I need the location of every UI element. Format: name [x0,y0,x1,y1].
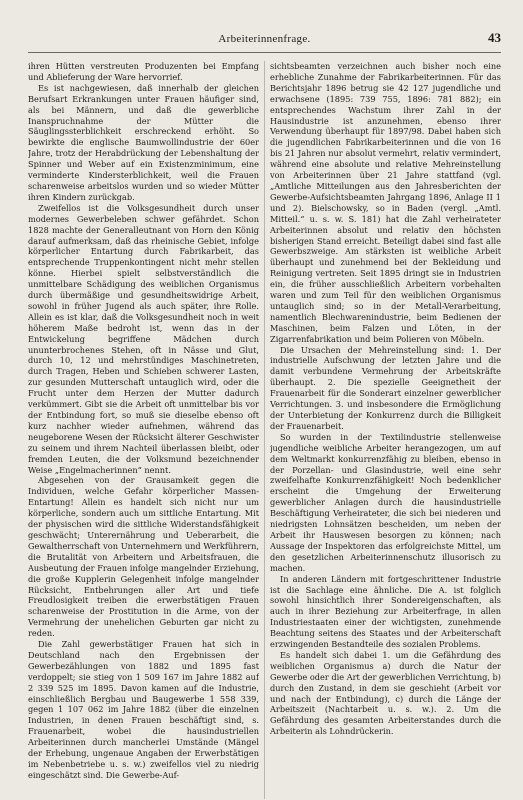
paragraph: Zweifellos ist die Volksgesundheit durch unser modernes Gewerbeleben schwer gefährdet. Schon 1828 machte der Generalleutnant von Horn den König darauf aufmerksam, daß das rheinische Gebiet, infolge körperlicher Entartung durch Fabrikarbeit, das entsprechende Truppenkontingent nicht mehr stellen könne. Hierbei spielt selbstverständlich die unmittelbare Schädigung des weiblichen Organismus durch übermäßige und gesundheitswidrige Arbeit, sowohl in früher Jugend als auch später, ihre Rolle. Allein es ist klar, daß die Volksgesundheit noch in weit höherem Maße bedroht ist, wenn das in der Entwickelung begriffene Mädchen durch ununterbrochenes Stehen, oft in Nässe und Glut, durch 10, 12 und mehrstündiges Maschinetreten, durch Tragen, Heben und Schieben schwerer Lasten, zur gesunden Mutterschaft untauglich wird, oder die Frucht unter dem Herzen der Mutter dadurch verkümmert. Gibt sie die Arbeit oft unmittelbar bis vor der Entbindung fort, so muß sie dieselbe ebenso oft kurz nachher wieder aufnehmen, während das neugeborene Wesen der Rücksicht älterer Geschwister zu seinem und ihrem Nachteil überlassen bleibt, oder fremden Leuten, die der Volksmund bezeichnender Weise „Engelmacherinnen“ nennt. [28,202,259,475]
page-header [28,30,501,53]
text-columns [28,61,501,799]
paragraph: Die Zahl gewerbstätiger Frauen hat sich in Deutschland nach den Ergebnissen der Gewerbezählungen von 1882 und 1895 fast verdoppelt; sie stieg von 1 509 167 im Jahre 1882 auf 2 339 525 im 1895. Davon kamen auf die Industrie, einschließlich Bergbau und Baugewerbe 1 558 339, gegen 1 107 062 im Jahre 1882 (über die einzelnen Industrien, in denen Frauen beschäftigt sind, s. Frauenarbeit, wobei die hausindustriellen Arbeiterinnen durch mancherlei Umstände (Mängel der Erhebung, ungenaue Angaben der Erwerbstätigen im Nebenbetriebe u. s. w.) zweifellos viel zu niedrig eingeschätzt sind. Die Gewerbe-Auf- [28,639,259,780]
left-column [28,61,259,799]
paragraph: Es handelt sich dabei 1. um die Gefährdung des weiblichen Organismus a) durch die Natur der Gewerbe oder die Art der gewerblichen Verrichtung, b) durch den Zustand, in dem sie geschieht (Arbeit vor und nach der Entbindung), c) durch die Länge der Arbeitszeit (Nachtarbeit u. s. w.). 2. Um die Gefährdung des gesamten Arbeiterstandes durch die Arbeiterin als Lohndrückerin. [270,649,501,737]
paragraph: So wurden in der Textilindustrie stellenweise jugendliche weibliche Arbeiter herangezogen, um auf dem Weltmarkt konkurrenzfähig zu bleiben, ebenso in der Porzellan- und Glasindustrie, weil eine sehr zweifelhafte Konkurrenzfähigkeit! Noch bedenklicher erscheint die Umgehung der Erweiterung gewerblicher Anlagen durch die hausindustrielle Beschäftigung Verheirateter, die sich bei niederen und niedrigsten Lohnsätzen bescheiden, um neben der Arbeit ihr Hauswesen besorgen zu können; nach Aussage der Inspektoren das erfolgreichste Mittel, um den gesetzlichen Arbeiterinnenschutz illusorisch zu machen. [270,431,501,573]
paragraph: In anderen Ländern mit fortgeschrittener Industrie ist die Sachlage eine ähnliche. Die A. ist folglich sowohl hinsichtlich ihrer Sondereigenschaften, als auch in ihrer Beziehung zur Arbeiterfrage, in allen Industriestaaten einer der wichtigsten, zunehmende Beachtung seitens des Staates und der Arbeiterschaft erzwingenden Bestandteile des sozialen Problems. [270,573,501,650]
paragraph: Es ist nachgewiesen, daß innerhalb der gleichen Berufsart Erkrankungen unter Frauen häufiger sind, als bei Männern, und daß die gewerbliche Inanspruchnahme der Mütter die Säuglingssterblichkeit erschreckend erhöht. So bewirkte die englische Baumwollindustrie der 60er Jahre, trotz der Herabdrückung der Lebenshaltung der Spinner und Weber auf ein Existenzminimum, eine verminderte Kindersterblichkeit, weil die Frauen scharenweise arbeitslos wurden und so wieder Mütter ihren Kindern zurückgab. [28,82,259,202]
paragraph: Abgesehen von der Grausamkeit gegen die Individuen, welche Gefahr körperlicher Massen-Entartung! Allein es handelt sich nicht nur um körperliche, sondern auch um sittliche Entartung. Mit der physischen wird die sittliche Widerstandsfähigkeit geschwächt; Unterernährung und Ueberarbeit, die Gewaltherrschaft von Unternehmern und Werkführern, die Brutalität von Arbeitern und Arbeitsfrauen, die Ausbeutung der Frauen infolge mangelnder Erziehung, die große Kupplerin Gelegenheit infolge mangelnder Rücksicht, Entbehrungen aller Art und tiefe Freudlosigkeit treiben die erwerbstätigen Frauen scharenweise der Prostitution in die Arme, von der Vermehrung der unehelichen Geburten gar nicht zu reden. [28,475,259,639]
paragraph: sichtsbeamten verzeichnen auch bisher noch eine erhebliche Zunahme der Fabrikarbeiterinnen. Für das Berichtsjahr 1896 betrug sie 42 127 jugendliche und erwachsene (1895: 739 755, 1896: 781 882); ein entsprechendes Wachstum ihrer Zahl in der Hausindustrie ist anzunehmen, ebenso ihrer Verwendung überhaupt für 1897/98. Dabei haben sich die jugendlichen Fabrikarbeiterinnen und die von 16 bis 21 Jahren nur absolut vermehrt, relativ vermindert, während eine absolute und relative Mehreinstellung von Arbeiterinnen über 21 Jahre stattfand (vgl. „Amtliche Mitteilungen aus den Jahresberichten der Gewerbe-Aufsichtsbeamten Jahrgang 1896, Anlage II 1 und 2). Bielschowsky, so in Baden (vergl. „Amtl. Mitteil.“ u. s. w. S. 181) hat die Zahl verheirateter Arbeiterinnen absolut und relativ den höchsten bisherigen Stand erreicht. Beteiligt dabei sind fast alle Gewerbszweige. Am stärksten ist weibliche Arbeit überhaupt und zunehmend bei der Bekleidung und Reinigung vertreten. Seit 1895 dringt sie in Industrien ein, die früher ausschließlich Arbeitern vorbehalten waren und zum Teil für den weiblichen Organismus untauglich sind; so in der Metall-Verarbeitung, namentlich Blechwarenindustrie, beim Bedienen der Maschinen, beim Falzen und Löten, in der Zigarrenfabrikation und beim Polieren von Möbeln. [270,61,501,344]
column-divider [264,61,265,799]
paragraph: Die Ursachen der Mehreinstellung sind: 1. Der industrielle Aufschwung der letzten Jahre und die damit verbundene Vermehrung der Arbeitskräfte überhaupt. 2. Die spezielle Geeignetheit der Frauenarbeit für die Sonderart einzelner gewerblicher Verrichtungen. 3. und insbesondere die Ermöglichung der Unterbietung der Konkurrenz durch die Billigkeit der Frauenarbeit. [270,344,501,431]
running-head: Arbeiterinnenfrage. [218,33,311,45]
right-column [270,61,501,799]
page-number: 43 [488,30,501,45]
paragraph: ihren Hütten verstreuten Produzenten bei Empfang und Ablieferung der Ware hervorrief. [28,61,259,82]
